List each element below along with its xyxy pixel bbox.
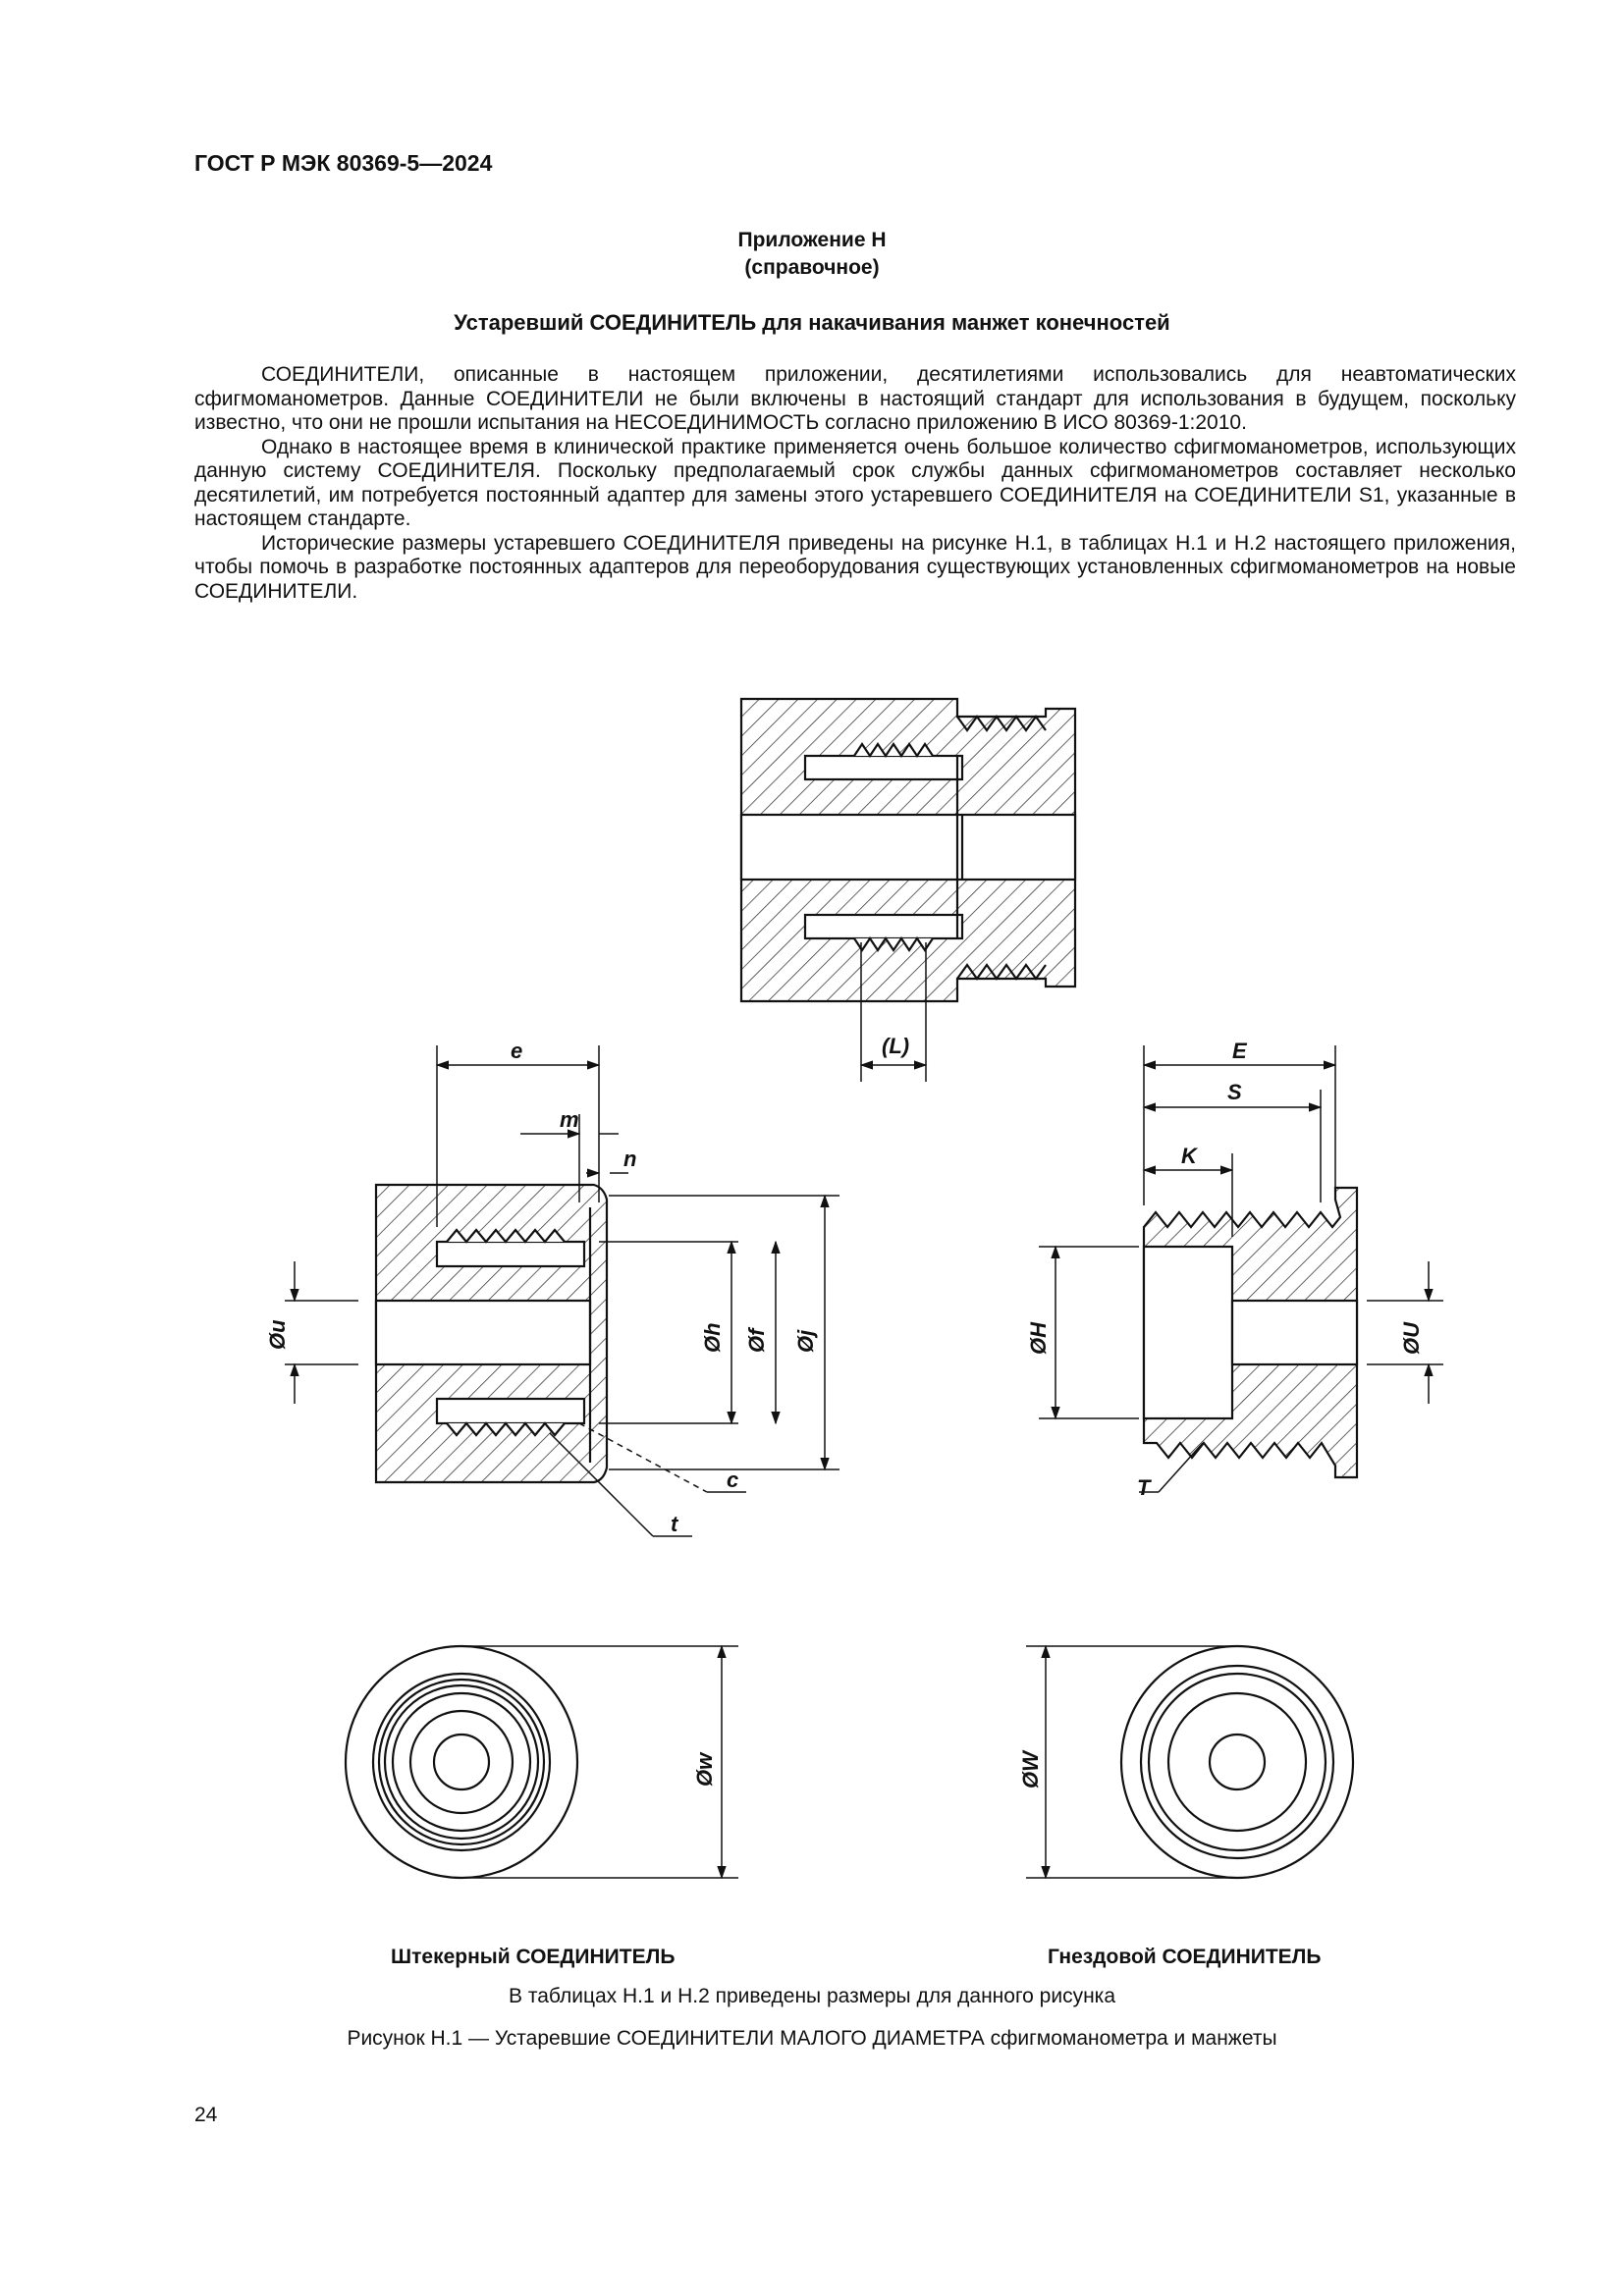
label-K: K xyxy=(1181,1144,1197,1168)
label-e: e xyxy=(511,1039,523,1063)
page-number: 24 xyxy=(194,2104,218,2126)
label-m: m xyxy=(560,1107,579,1132)
paragraph-1: СОЕДИНИТЕЛИ, описанные в настоящем приложении, десятилетиями использовались для неавтоматических сфигмоманометров. Данные СОЕДИНИТЕЛИ не были включены в настоящий стандарт для использования в будущем, поскольку известно, что они не прошли испытания на НЕСОЕДИНИМОСТЬ согласно приложению В ИСО 80369-1:2010. xyxy=(194,363,1516,434)
standard-code: ГОСТ Р МЭК 80369-5—2024 xyxy=(194,150,493,176)
assembly-section-view xyxy=(741,699,1075,1001)
label-L: (L) xyxy=(882,1034,910,1058)
label-W: ØW xyxy=(1018,1751,1043,1789)
label-c: c xyxy=(727,1468,739,1492)
annex-heading: Устаревший СОЕДИНИТЕЛЬ для накачивания манжет конечностей xyxy=(454,310,1170,335)
label-T: T xyxy=(1137,1475,1151,1500)
plug-end-view xyxy=(346,1646,577,1878)
socket-connector-label: Гнездовой СОЕДИНИТЕЛЬ xyxy=(1048,1946,1322,1968)
label-t: t xyxy=(671,1512,678,1536)
label-E: E xyxy=(1232,1039,1247,1063)
socket-end-view xyxy=(1121,1646,1353,1878)
paragraph-2: Однако в настоящее время в клинической практике применяется очень большое количество сфигмоманометров, использующих данную систему СОЕДИНИТЕЛЯ. Поскольку предполагаемый срок службы данных сфигмоманометров составляет несколько десятилетий, им потребуется постоянный адаптер для замены этого устаревшего СОЕДИНИТЕЛЯ на СОЕДИНИТЕЛИ S1, указанные в настоящем стандарте. xyxy=(194,435,1516,530)
label-h: Øh xyxy=(700,1322,725,1353)
figure-note: В таблицах Н.1 и Н.2 приведены размеры для данного рисунка xyxy=(508,1985,1116,2007)
label-H: ØH xyxy=(1026,1322,1051,1355)
plug-connector-label: Штекерный СОЕДИНИТЕЛЬ xyxy=(391,1946,676,1968)
annex-title-line2: (справочное) xyxy=(744,256,880,279)
socket-section-view xyxy=(1144,1188,1357,1477)
label-u: Øu xyxy=(265,1319,290,1350)
label-S: S xyxy=(1227,1080,1242,1104)
figure-caption: Рисунок Н.1 — Устаревшие СОЕДИНИТЕЛИ МАЛОГО ДИАМЕТРА сфигмоманометра и манжеты xyxy=(347,2027,1277,2050)
label-j: Øj xyxy=(793,1329,818,1353)
paragraph-3: Исторические размеры устаревшего СОЕДИНИТЕЛЯ приведены на рисунке Н.1, в таблицах Н.1 и Н.2 настоящего приложения, чтобы помочь в разработке постоянных адаптеров для переоборудования существующих установленных сфигмоманометров на новые СОЕДИНИТЕЛИ. xyxy=(194,531,1516,603)
annex-title-line1: Приложение Н xyxy=(737,229,887,251)
dimension-W xyxy=(1026,1646,1237,1878)
label-U: ØU xyxy=(1399,1322,1424,1355)
label-f: Øf xyxy=(744,1328,769,1353)
plug-section-view xyxy=(376,1185,607,1482)
label-n: n xyxy=(623,1147,637,1171)
label-w: Øw xyxy=(692,1752,717,1787)
